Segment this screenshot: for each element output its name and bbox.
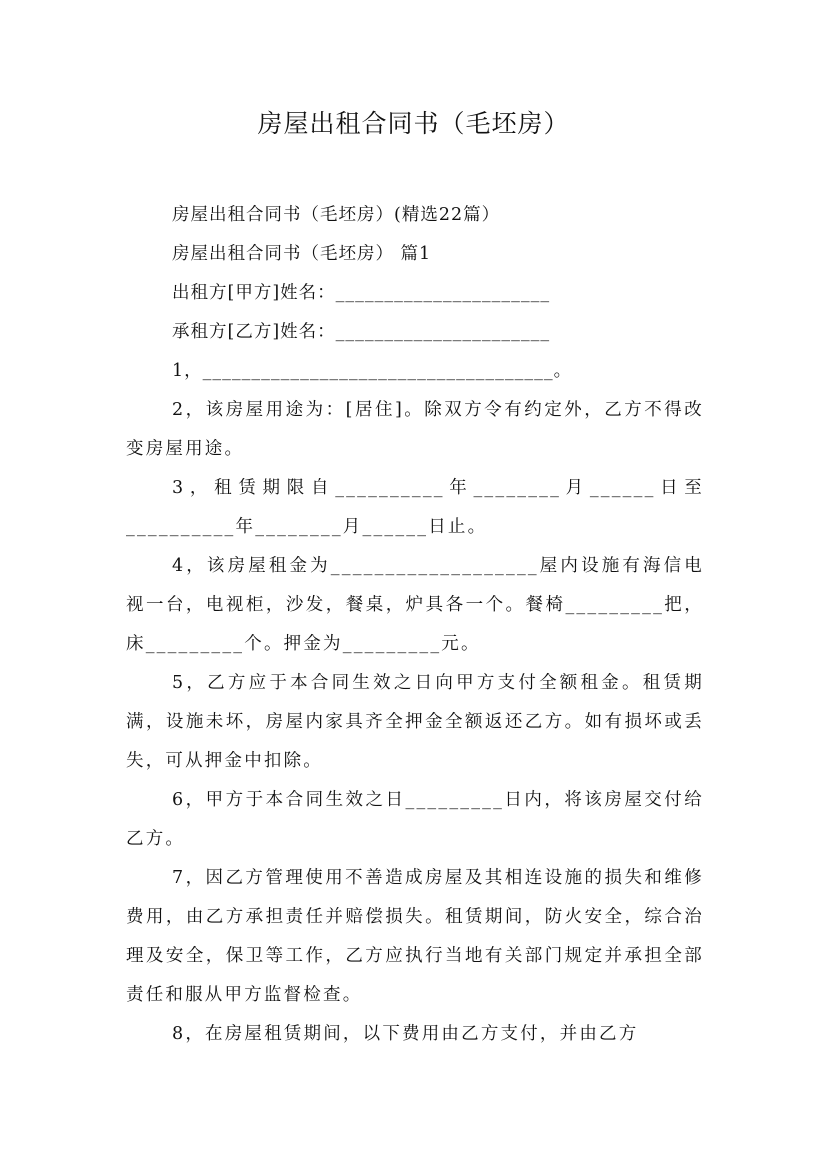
paragraph-clause-1: 1，____________________________________。 [172,361,573,381]
paragraph-clause-7: 7，因乙方管理使用不善造成房屋及其相连设施的损失和维修费用，由乙方承担责任并赔偿损失。租赁期间，防火安全，综合治理及安全，保卫等工作，乙方应执行当地有关部门规定并承担全部责任和服从甲方监督检查。 [126,868,704,1005]
paragraph-lessor-name: 出租方[甲方]姓名：______________________ [172,283,551,303]
paragraph-clause-5: 5，乙方应于本合同生效之日向甲方支付全额租金。租赁期满，设施未坏，房屋内家具齐全押金全额返还乙方。如有损坏或丢失，可从押金中扣除。 [126,673,704,771]
paragraph-lessee-name: 承租方[乙方]姓名：______________________ [172,322,551,342]
paragraph-section-heading: 房屋出租合同书（毛坯房） 篇1 [172,244,432,264]
paragraph-clause-2: 2，该房屋用途为：[居住]。除双方令有约定外，乙方不得改变房屋用途。 [126,400,704,459]
paragraph-clause-8: 8，在房屋租赁期间，以下费用由乙方支付，并由乙方 [172,1024,639,1044]
paragraph-clause-6: 6，甲方于本合同生效之日_________日内，将该房屋交付给乙方。 [126,790,704,849]
document-title: 房屋出租合同书（毛坯房） [257,109,570,138]
document-body [126,196,704,1054]
paragraph-subtitle: 房屋出租合同书（毛坯房）(精选22篇） [172,205,501,225]
paragraph-clause-4: 4，该房屋租金为___________________屋内设施有海信电视一台，电视柜，沙发，餐桌，炉具各一个。餐椅_________把，床_________个。押金为_________元。 [126,556,704,654]
paragraph-clause-3: 3，租赁期限自__________年________月______日至__________年________月______日止。 [126,478,704,537]
